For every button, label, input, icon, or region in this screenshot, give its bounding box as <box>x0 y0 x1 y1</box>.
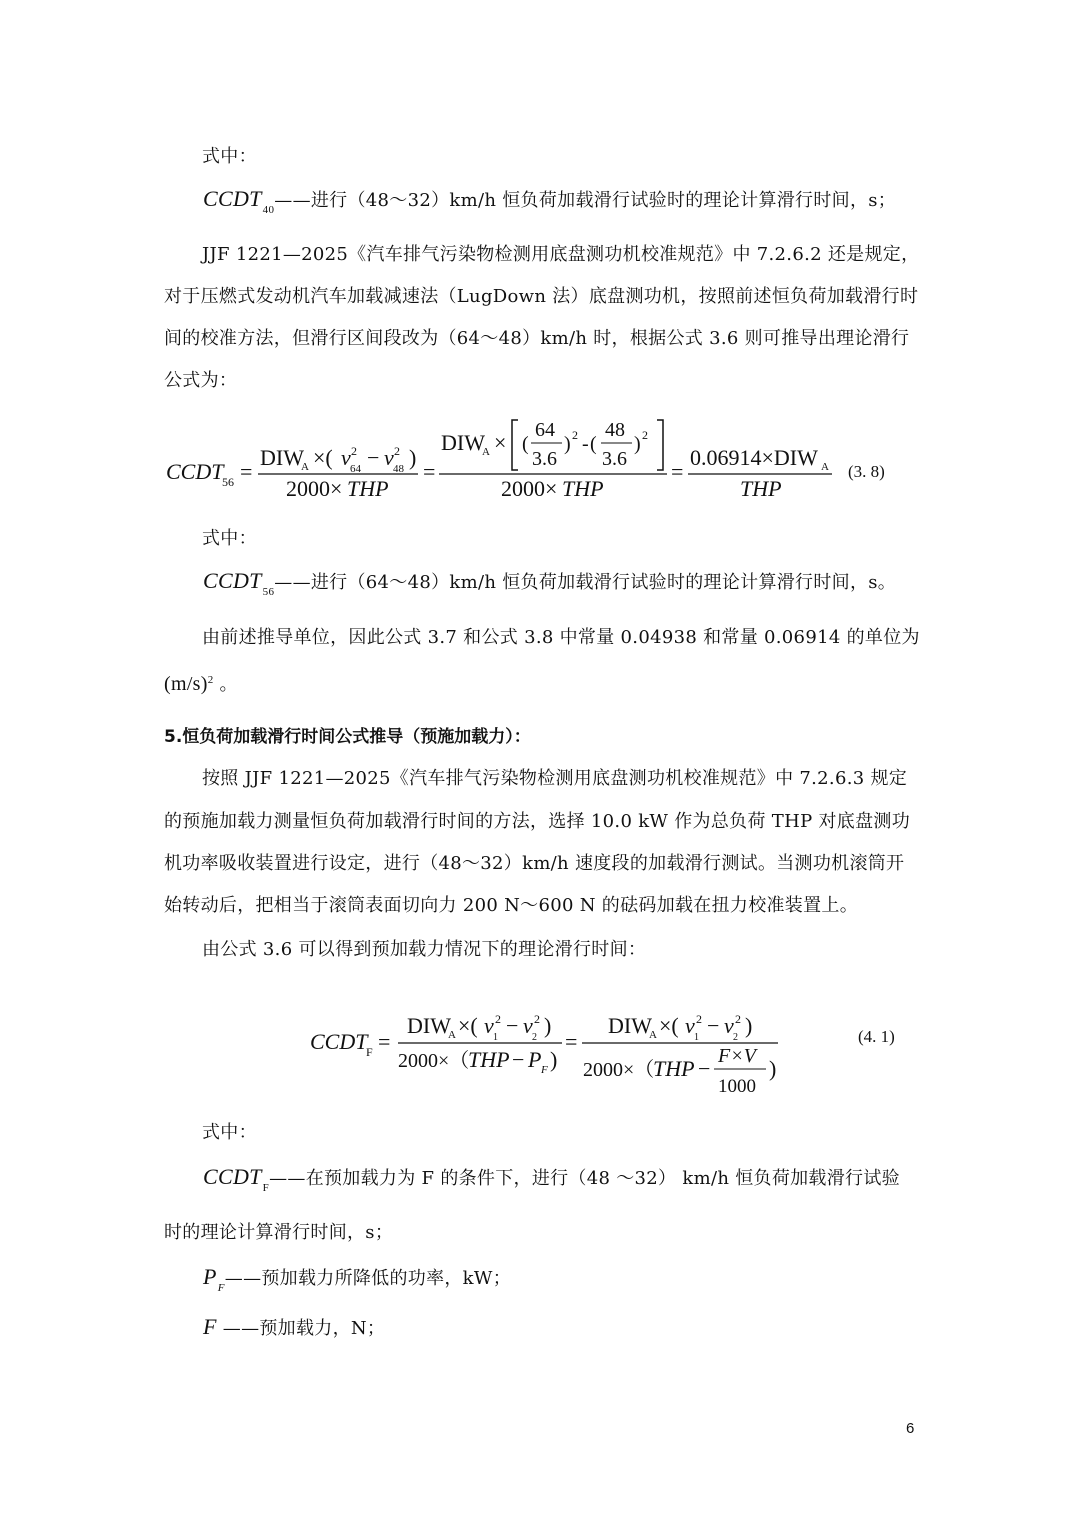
symbol-pf: P <box>203 1264 217 1289</box>
subscript: A <box>821 461 829 473</box>
subscript: A <box>482 446 490 458</box>
subscript: 1 <box>694 1032 699 1043</box>
dash-sign: - <box>582 433 589 455</box>
frac2-denominator: 2000×（ <box>583 1059 655 1081</box>
minus-sign: − <box>506 1013 519 1038</box>
paragraph-line: 公式为： <box>164 370 238 391</box>
velocity-symbol: v <box>484 1013 494 1038</box>
close-paren: ) <box>769 1056 777 1081</box>
paragraph-line: 时的理论计算滑行时间，s； <box>164 1222 394 1243</box>
frac1-numerator-diw: DIW <box>260 445 304 470</box>
close-paren: ) <box>409 445 417 470</box>
minus-sign: − <box>698 1056 711 1081</box>
equals-sign: = <box>565 1029 578 1054</box>
minus-sign: − <box>512 1047 525 1072</box>
equals-sign: = <box>423 459 436 484</box>
subscript: A <box>448 1029 456 1041</box>
minus-sign: − <box>367 445 380 470</box>
thp-symbol: THP <box>347 476 389 501</box>
times-sign: × <box>494 430 507 455</box>
superscript: 2 <box>351 444 357 458</box>
where-label-3: 式中： <box>202 1122 257 1143</box>
numerator-48: 48 <box>605 419 625 441</box>
definition-text: ——预加载力，N； <box>216 1318 386 1339</box>
where-label-2: 式中： <box>202 528 257 549</box>
symbol-subscript: F <box>217 1282 225 1294</box>
equation-lhs-subscript: F <box>366 1045 373 1059</box>
frac3-numerator: 0.06914×DIW <box>690 445 818 470</box>
equation-3-8 <box>160 412 920 507</box>
right-bracket <box>657 420 663 470</box>
frac3-denominator: THP <box>740 476 782 501</box>
denominator-3-6: 3.6 <box>532 448 557 470</box>
equation-4-1 <box>300 1002 920 1102</box>
close-paren: ) <box>745 1013 753 1038</box>
paragraph-line: 始转动后，把相当于滚筒表面切向力 200 N～600 N 的砝码加载在扭力校准装置上。 <box>164 895 858 916</box>
thp-symbol: THP <box>468 1047 510 1072</box>
thp-symbol: THP <box>653 1056 695 1081</box>
paragraph-line: 按照 JJF 1221—2025《汽车排气污染物检测用底盘测功机校准规范》中 7.2.6.3 规定 <box>202 768 908 789</box>
velocity-symbol: v <box>685 1013 695 1038</box>
symbol-ccdt: CCDT <box>203 1164 262 1189</box>
left-bracket <box>512 420 518 470</box>
paragraph-line: 间的校准方法，但滑行区间段改为（64～48）km/h 时，根据公式 3.6 则可推导出理论滑行 <box>164 328 910 349</box>
superscript: 2 <box>394 444 400 458</box>
fv-numerator: F×V <box>718 1045 756 1067</box>
symbol-ccdt: CCDT <box>203 568 262 593</box>
thp-symbol: THP <box>562 476 604 501</box>
definition-text: ——进行（64～48）km/h 恒负荷加载滑行试验时的理论计算滑行时间，s。 <box>274 572 897 593</box>
paren: ) <box>564 433 571 455</box>
definition-f <box>203 1314 385 1340</box>
denominator-3-6: 3.6 <box>602 448 627 470</box>
paren: ( <box>590 433 597 455</box>
definition-ccdtf <box>203 1164 900 1194</box>
unit-superscript: 2 <box>207 674 214 686</box>
subscript: 1 <box>493 1032 498 1043</box>
subscript: 2 <box>532 1032 537 1043</box>
subscript: 2 <box>733 1032 738 1043</box>
definition-ccdt56 <box>203 568 897 598</box>
paragraph-line: 由前述推导单位，因此公式 3.7 和公式 3.8 中常量 0.04938 和常量 0.06914 的单位为 <box>202 627 920 648</box>
k1000-denominator: 1000 <box>718 1076 756 1097</box>
times-paren: ×( <box>458 1013 478 1038</box>
paragraph-line: 由公式 3.6 可以得到预加载力情况下的理论滑行时间： <box>202 939 647 960</box>
definition-pf <box>203 1264 511 1294</box>
subscript: 48 <box>393 463 404 475</box>
pf-symbol: P <box>528 1047 542 1072</box>
velocity-symbol: v <box>384 445 394 470</box>
definition-ccdt40 <box>203 186 897 216</box>
paren: ) <box>634 433 641 455</box>
paragraph-line: 的预施加载力测量恒负荷加载滑行时间的方法，选择 10.0 kW 作为总负荷 THP 对底盘测功 <box>164 811 911 832</box>
superscript: 2 <box>495 1012 501 1026</box>
numerator-64: 64 <box>535 419 555 441</box>
section-heading: 5.恒负荷加载滑行时间公式推导（预施加载力）： <box>164 727 531 747</box>
symbol-subscript: 56 <box>262 586 275 598</box>
frac1-numerator-diw: DIW <box>407 1013 451 1038</box>
equals-sign: = <box>378 1029 391 1054</box>
subscript: A <box>301 461 309 473</box>
paren: ( <box>522 433 529 455</box>
frac1-denominator: 2000× <box>286 476 343 501</box>
equation-lhs: CCDT <box>310 1029 368 1054</box>
symbol-subscript: 40 <box>262 204 275 216</box>
definition-text: ——进行（48～32）km/h 恒负荷加载滑行试验时的理论计算滑行时间，s； <box>274 190 897 211</box>
unit-line <box>164 670 238 696</box>
frac2-denominator: 2000× <box>501 476 558 501</box>
definition-text: ——预加载力所降低的功率，kW； <box>224 1268 511 1289</box>
equals-sign: = <box>671 459 684 484</box>
close-paren: ) <box>544 1013 552 1038</box>
page-number: 6 <box>906 1420 915 1437</box>
equation-number: (3. 8) <box>848 462 885 481</box>
equals-sign: = <box>240 459 253 484</box>
minus-sign: − <box>707 1013 720 1038</box>
paragraph-line: 对于压燃式发动机汽车加载减速法（LugDown 法）底盘测功机，按照前述恒负荷加载滑行时 <box>164 286 919 307</box>
unit-ms: (m/s) <box>164 673 208 695</box>
paragraph-line: 机功率吸收装置进行设定，进行（48～32）km/h 速度段的加载滑行测试。当测功机滚筒开 <box>164 853 905 874</box>
velocity-symbol: v <box>724 1013 734 1038</box>
superscript: 2 <box>534 1012 540 1026</box>
equation-lhs: CCDT <box>166 459 224 484</box>
frac1-denominator: 2000×（ <box>398 1050 470 1072</box>
symbol-ccdt: CCDT <box>203 186 262 211</box>
equation-lhs-subscript: 56 <box>222 475 234 489</box>
paragraph-line: JJF 1221—2025《汽车排气污染物检测用底盘测功机校准规范》中 7.2.6.2 还是规定， <box>202 244 920 265</box>
superscript: 2 <box>696 1012 702 1026</box>
frac2-numerator-diw: DIW <box>441 430 485 455</box>
velocity-symbol: v <box>523 1013 533 1038</box>
symbol-subscript: F <box>262 1182 270 1194</box>
superscript: 2 <box>735 1012 741 1026</box>
times-paren: ×( <box>659 1013 679 1038</box>
subscript: A <box>649 1029 657 1041</box>
subscript: 64 <box>350 463 361 475</box>
close-paren: ) <box>550 1047 558 1072</box>
where-label-1: 式中： <box>202 146 257 167</box>
definition-text: ——在预加载力为 F 的条件下，进行（48 ～32） km/h 恒负荷加载滑行试验 <box>269 1168 900 1189</box>
superscript: 2 <box>642 428 648 442</box>
unit-end: 。 <box>213 674 238 695</box>
subscript: F <box>541 1064 548 1076</box>
symbol-f: F <box>203 1314 217 1339</box>
equation-number: (4. 1) <box>858 1027 895 1046</box>
superscript: 2 <box>572 428 578 442</box>
velocity-symbol: v <box>341 445 351 470</box>
times-paren: ×( <box>313 445 333 470</box>
frac2-numerator-diw: DIW <box>608 1013 652 1038</box>
